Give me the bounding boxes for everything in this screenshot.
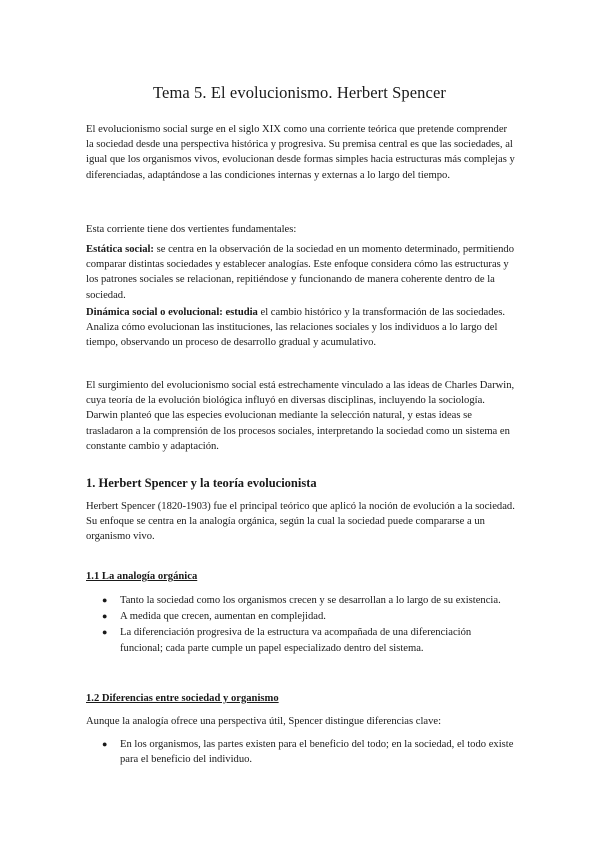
section-1-2-paragraph: Aunque la analogía ofrece una perspectiva útil, Spencer distingue diferencias clave: — [86, 716, 442, 727]
dinamica-paragraph — [86, 305, 516, 351]
section-1-paragraph: Herbert Spencer (1820-1903) fue el principal teórico que aplicó la noción de evolución a la sociedad. Su enfoque se centra en la analogía orgánica, según la cual la sociedad puede compararse a un organismo vivo. — [86, 501, 515, 543]
bullet-icon: ● — [102, 627, 108, 638]
intro-paragraph: El evolucionismo social surge en el siglo XIX como una corriente teórica que pretende comprender la sociedad desde una perspectiva histórica y progresiva. Su premisa central es que las sociedades, al igual que los organismos vivos, evolucionan desde formas simples hacia estructuras más complejas y diferenciadas, adaptándose a las condiciones internas y externas a lo largo del tiempo. — [86, 124, 515, 181]
list-item: ● La diferenciación progresiva de la estructura va acompañada de una diferenciación funcional; cada parte cumple un papel especializado dentro del sistema. — [102, 627, 472, 654]
section-1-2-list — [86, 737, 516, 768]
list-item: ● Tanto la sociedad como los organismos crecen y se desarrollan a lo largo de su existencia. — [86, 593, 516, 608]
list-item: ● A medida que crecen, aumentan en complejidad. — [86, 609, 516, 624]
dinamica-term: Dinámica social o evolucional: estudia — [86, 307, 258, 318]
section-1-heading: 1. Herbert Spencer y la teoría evolucionista — [86, 476, 317, 490]
section-1-1-list — [86, 593, 516, 657]
bullet-icon: ● — [102, 595, 108, 605]
vertientes-intro: Esta corriente tiene dos vertientes fundamentales: — [86, 224, 297, 235]
estatica-text: se centra en la observación de la sociedad en un momento determinado, permitiendo comparar distintas sociedades y establecer analogías. Este enfoque considera cómo las estructuras y los patrones sociales se relacionan, repitiéndose y funcionando de manera coherente dentro de la sociedad. — [86, 244, 515, 301]
dinamica-text: el cambio histórico y la transformación de las sociedades. Analiza cómo evolucionan las instituciones, las relaciones sociales y los individuos a lo largo del tiempo, observando un proceso de desarrollo gradual y acumulativo. — [86, 307, 505, 349]
estatica-term: Estática social: — [86, 244, 154, 255]
document-title: Tema 5. El evolucionismo. Herbert Spencer — [153, 83, 446, 103]
estatica-paragraph — [86, 242, 516, 303]
darwin-paragraph: El surgimiento del evolucionismo social está estrechamente vinculado a las ideas de Charles Darwin, cuya teoría de la evolución biológica influyó en diversas disciplinas, incluyendo la sociología. Darwin planteó que las especies evolucionan mediante la selección natural, y estas ideas se trasladaron a la comprensión de los procesos sociales, interpretando la sociedad como un sistema en constante cambio y adaptación. — [86, 380, 515, 452]
bullet-icon: ● — [102, 739, 108, 749]
section-1-2-heading: 1.2 Diferencias entre sociedad y organismo — [86, 693, 279, 704]
section-1-1-heading: 1.1 La analogía orgánica — [86, 571, 198, 582]
list-item: ● En los organismos, las partes existen para el beneficio del todo; en la sociedad, el todo existe para el beneficio del individuo. — [102, 739, 514, 766]
bullet-icon: ● — [102, 611, 108, 622]
